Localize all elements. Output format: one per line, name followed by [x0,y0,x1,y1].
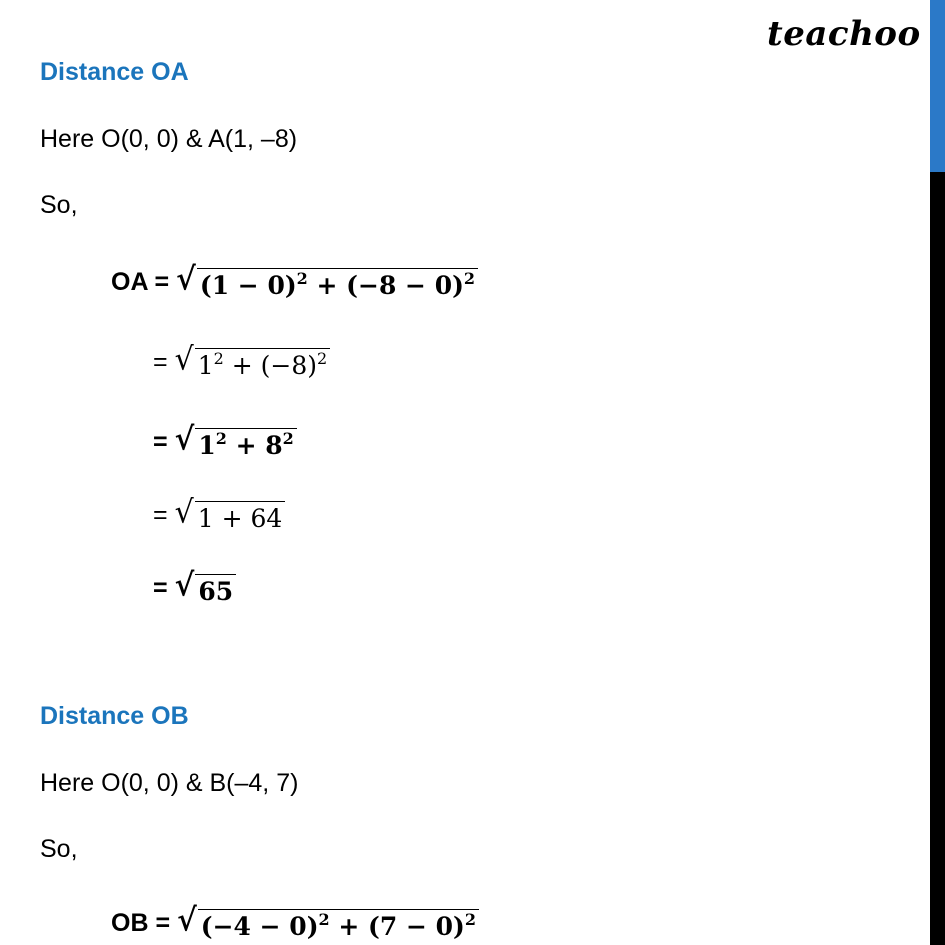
edge-bar-accent [930,0,945,172]
heading-distance-oa: Distance OA [40,58,189,86]
oa-step-4: = √ 1 + 64 [153,495,285,534]
points-oa: Here O(0, 0) & A(1, –8) [40,125,298,153]
square-root: √ 65 [175,568,237,607]
square-root: √ 1 + 64 [175,495,286,534]
teachoo-logo: teachoo [767,14,921,54]
so-text-b: So, [40,835,78,863]
ob-formula [111,903,479,942]
right-edge-bar [930,0,945,945]
oa-step-2: = √ $1^2 + (-8)^2$ [153,342,330,381]
square-root: √ $1^2 + (-8)^2$ [175,342,331,381]
oa-label: OA = [111,267,170,296]
square-root: √ $1^2 + 8^2$ [175,422,297,461]
square-root: √ $(1 - 0)^2 + (-8 - 0)^2$ [176,262,478,301]
points-ob: Here O(0, 0) & B(–4, 7) [40,769,299,797]
heading-distance-ob: Distance OB [40,702,189,730]
so-text-a: So, [40,191,78,219]
oa-step-3: = √ $1^2 + 8^2$ [153,422,297,461]
oa-formula [111,262,478,301]
oa-result: = √ 65 [153,568,236,607]
ob-label: OB = [111,908,171,937]
square-root: √ $(-4 - 0)^2 + (7 - 0)^2$ [177,903,479,942]
